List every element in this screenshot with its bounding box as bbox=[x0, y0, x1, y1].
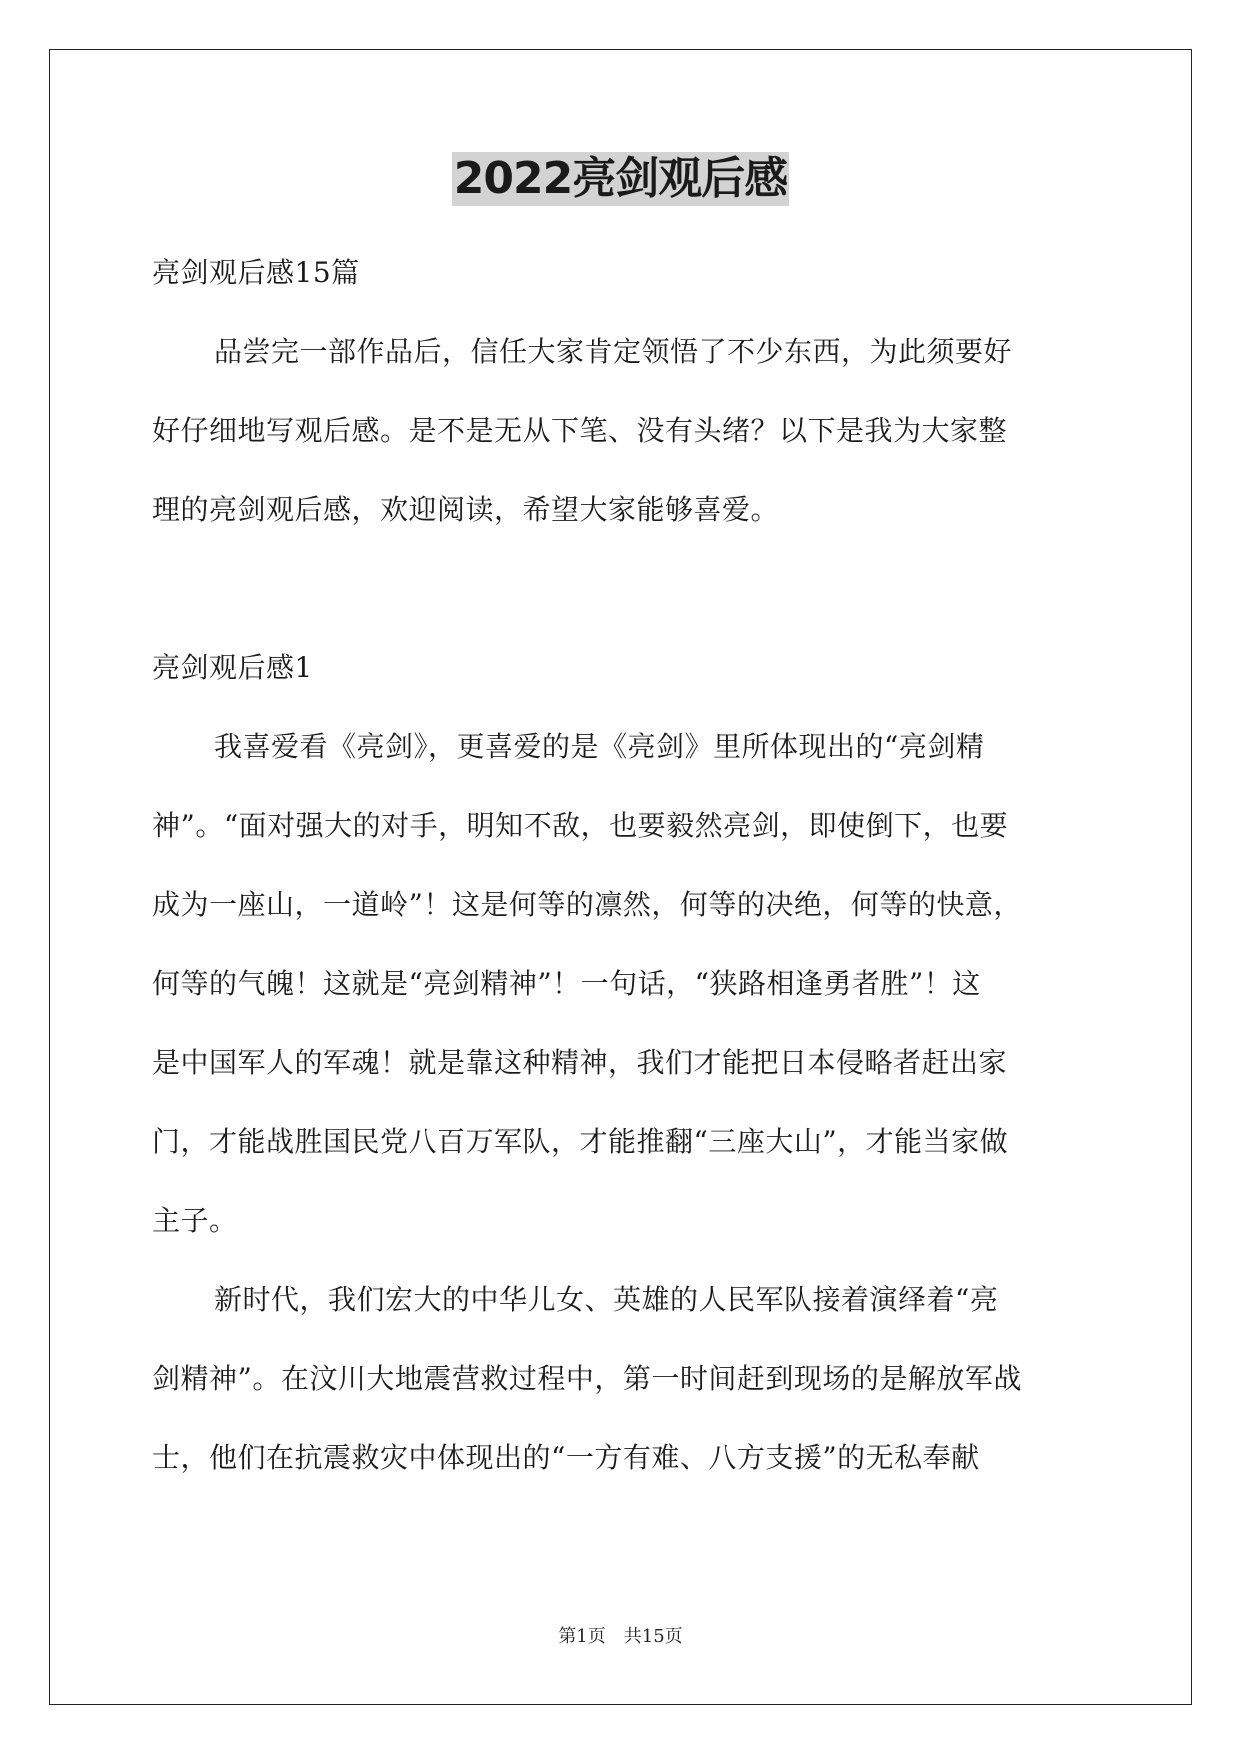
paragraph-line: 主子。 bbox=[152, 1204, 238, 1237]
page-count: 共15页 bbox=[623, 1626, 683, 1647]
paragraph-line: 何等的气魄！这就是“亮剑精神”！一句话，“狭路相逢勇者胜”！这 bbox=[152, 967, 981, 1000]
document-body bbox=[152, 233, 1094, 1497]
document-title: 2022亮剑观后感 bbox=[453, 153, 788, 204]
paragraph-line: 士，他们在抗震救灾中体现出的“一方有难、八方支援”的无私奉献 bbox=[152, 1441, 980, 1474]
paragraph-line: 是中国军人的军魂！就是靠这种精神，我们才能把日本侵略者赶出家 bbox=[152, 1046, 1008, 1079]
intro-line: 好仔细地写观后感。是不是无从下笔、没有头绪？以下是我为大家整 bbox=[152, 414, 1008, 447]
intro-line: 理的亮剑观后感，欢迎阅读，希望大家能够喜爱。 bbox=[152, 493, 780, 526]
paragraph-line: 新时代，我们宏大的中华儿女、英雄的人民军队接着演绎着“亮 bbox=[214, 1283, 999, 1316]
subtitle: 亮剑观后感15篇 bbox=[152, 256, 360, 289]
intro-line: 品尝完一部作品后，信任大家肯定领悟了不少东西，为此须要好 bbox=[214, 335, 1013, 368]
blank-line bbox=[152, 549, 1094, 628]
paragraph-line: 剑精神”。在汶川大地震营救过程中，第一时间赶到现场的是解放军战 bbox=[152, 1362, 1022, 1395]
title-container bbox=[0, 152, 1241, 206]
page-footer bbox=[0, 1625, 1241, 1649]
section-heading: 亮剑观后感1 bbox=[152, 651, 313, 684]
page-number: 第1页 bbox=[558, 1626, 606, 1647]
paragraph-line: 我喜爱看《亮剑》，更喜爱的是《亮剑》里所体现出的“亮剑精 bbox=[214, 730, 985, 763]
paragraph-line: 神”。“面对强大的对手，明知不敌，也要毅然亮剑，即使倒下，也要 bbox=[152, 809, 1009, 842]
paragraph-line: 成为一座山，一道岭”！这是何等的凛然，何等的决绝，何等的快意， bbox=[152, 888, 1022, 921]
paragraph-line: 门，才能战胜国民党八百万军队，才能推翻“三座大山”，才能当家做 bbox=[152, 1125, 1009, 1158]
